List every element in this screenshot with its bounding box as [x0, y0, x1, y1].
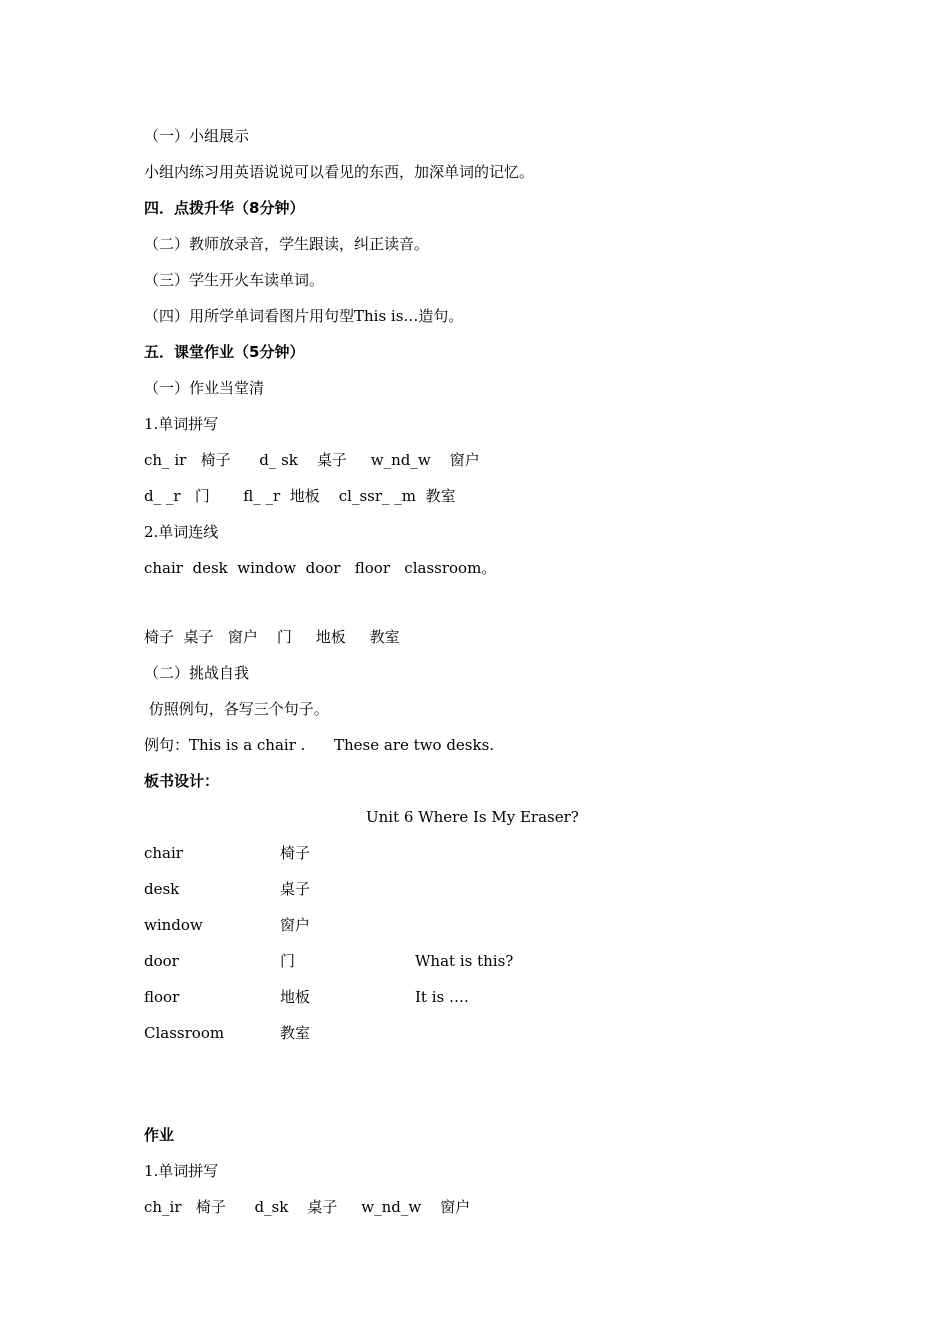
step-four-text: （四）用所学单词看图片用句型This is…造句。 — [144, 307, 464, 325]
board-unit-title: Unit 6 Where Is My Eraser? — [366, 808, 579, 826]
board-word-zh: 教室 — [280, 1024, 311, 1042]
board-design-heading: 板书设计： — [144, 772, 220, 790]
spelling-exercise-title: 1.单词拼写 — [144, 415, 219, 433]
board-word-en: floor — [144, 988, 180, 1006]
board-question: What is this? — [415, 952, 514, 970]
section-four-heading: 四．点拨升华（8分钟） — [144, 199, 305, 217]
board-word-en: door — [144, 952, 179, 970]
example-sentences: 例句：This is a chair . These are two desks. — [144, 736, 495, 754]
matching-english-words: chair desk window door floor classroom。 — [144, 559, 497, 577]
board-word-zh: 桌子 — [280, 880, 311, 898]
spelling-row-1: ch_ ir 椅子 d_ sk 桌子 w_nd_w 窗户 — [144, 451, 480, 469]
board-word-en: desk — [144, 880, 180, 898]
board-word-en: chair — [144, 844, 183, 862]
matching-exercise-title: 2.单词连线 — [144, 523, 219, 541]
board-word-en: window — [144, 916, 203, 934]
homework-heading: 作业 — [144, 1126, 175, 1144]
group-practice-text: 小组内练习用英语说说可以看见的东西，加深单词的记忆。 — [144, 163, 535, 181]
homework-spelling-row: ch_ir 椅子 d_sk 桌子 w_nd_w 窗户 — [144, 1198, 471, 1216]
challenge-instruction: 仿照例句，各写三个句子。 — [144, 700, 329, 718]
step-three-text: （三）学生开火车读单词。 — [144, 271, 325, 289]
board-answer: It is …. — [415, 988, 488, 1006]
step-two-text: （二）教师放录音，学生跟读，纠正读音。 — [144, 235, 430, 253]
board-word-zh: 地板 — [280, 988, 311, 1006]
board-word-zh: 椅子 — [280, 844, 311, 862]
board-word-zh: 门 — [280, 952, 296, 970]
section-five-heading: 五．课堂作业（5分钟） — [144, 343, 305, 361]
spelling-row-2: d_ _r 门 fl_ _r 地板 cl_ssr_ _m 教室 — [144, 487, 456, 505]
homework-in-class-heading: （一）作业当堂清 — [144, 379, 265, 397]
board-word-en: Classroom — [144, 1024, 225, 1042]
group-display-heading: （一）小组展示 — [144, 127, 250, 145]
challenge-heading: （二）挑战自我 — [144, 664, 250, 682]
board-word-zh: 窗户 — [280, 916, 311, 934]
homework-spelling-title: 1.单词拼写 — [144, 1162, 219, 1180]
matching-chinese-words: 椅子 桌子 窗户 门 地板 教室 — [144, 628, 400, 646]
